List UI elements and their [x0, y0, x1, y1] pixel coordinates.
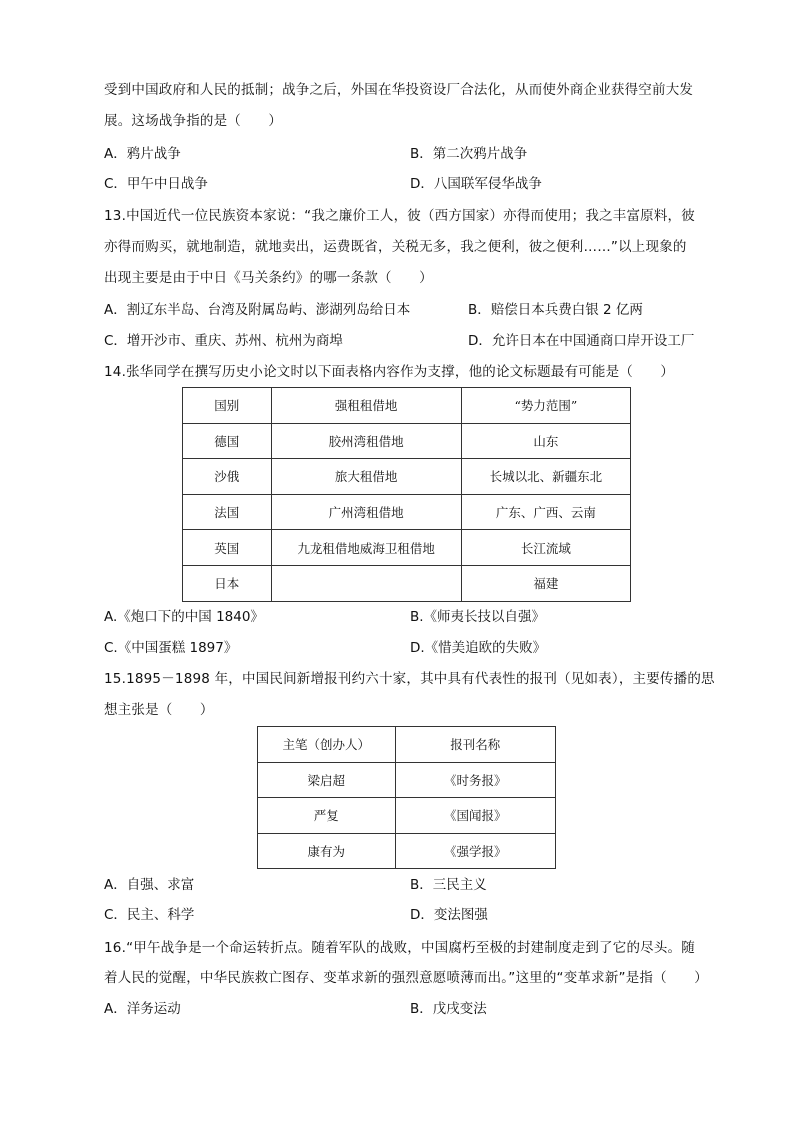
table-cell: 广东、广西、云南 [461, 494, 630, 530]
q16-stem-line1: 16.“甲午战争是一个命运转折点。随着军队的战败，中国腐朽至极的封建制度走到了它的尽头。随 [104, 940, 695, 956]
table-cell: 沙俄 [183, 459, 272, 495]
table-cell: 九龙租借地威海卫租借地 [271, 530, 461, 566]
q15-option-a: A．自强、求富 [104, 877, 195, 893]
table-cell: 胶州湾租借地 [271, 423, 461, 459]
table-cell: 德国 [183, 423, 272, 459]
table-cell: 《国闻报》 [395, 798, 555, 834]
q12-option-b: B．第二次鸦片战争 [410, 146, 528, 162]
table-header-cell: 国别 [183, 388, 272, 424]
q15-stem-line1: 15.1895－1898 年，中国民间新增报刊约六十家，其中具有代表性的报刊（见如表），主要传播的思 [104, 671, 715, 687]
table-cell: 旅大租借地 [271, 459, 461, 495]
q13-stem-line1: 13.中国近代一位民族资本家说：“我之廉价工人，彼（西方国家）亦得而使用；我之丰富原料，彼 [104, 208, 695, 224]
table-cell: 法国 [183, 494, 272, 530]
table-cell: 康有为 [258, 833, 396, 869]
table-cell [271, 565, 461, 601]
table-header-cell: “势力范围” [461, 388, 630, 424]
q14-option-c: C.《中国蛋糕 1897》 [104, 640, 238, 656]
table-row [183, 423, 631, 459]
table-header-row [183, 388, 631, 424]
q12-stem-line1: 受到中国政府和人民的抵制；战争之后，外国在华投资设厂合法化，从而使外商企业获得空前大发 [104, 82, 694, 98]
q14-table [182, 387, 631, 602]
table-cell: 日本 [183, 565, 272, 601]
table-cell: 长城以北、新疆东北 [461, 459, 630, 495]
q14-option-a: A.《炮口下的中国 1840》 [104, 609, 264, 625]
table-cell: 《时务报》 [395, 762, 555, 798]
q12-stem-line2: 展。这场战争指的是（ ） [104, 113, 283, 129]
q13-option-b: B．赔偿日本兵费白银 2 亿两 [468, 302, 643, 318]
q16-option-b: B．戊戌变法 [410, 1001, 487, 1017]
q15-option-d: D．变法图强 [410, 907, 488, 923]
table-cell: 《强学报》 [395, 833, 555, 869]
q15-table [257, 726, 556, 869]
q12-option-d: D．八国联军侵华战争 [410, 176, 542, 192]
q14-stem-line1: 14.张华同学在撰写历史小论文时以下面表格内容作为支撑，他的论文标题最有可能是（ ） [104, 364, 675, 380]
table-row [183, 494, 631, 530]
q14-option-b: B.《师夷长技以自强》 [410, 609, 546, 625]
table-row [183, 530, 631, 566]
table-cell: 广州湾租借地 [271, 494, 461, 530]
table-row [183, 565, 631, 601]
q15-stem-line2: 想主张是（ ） [104, 702, 214, 718]
q14-option-d: D.《惜美追欧的失败》 [410, 640, 547, 656]
q13-stem-line3: 出现主要是由于中日《马关条约》的哪一条款（ ） [104, 270, 433, 286]
table-header-row [258, 727, 556, 763]
table-header-cell: 报刊名称 [395, 727, 555, 763]
q15-option-b: B．三民主义 [410, 877, 487, 893]
table-cell: 福建 [461, 565, 630, 601]
q16-option-a: A．洋务运动 [104, 1001, 181, 1017]
table-cell: 严复 [258, 798, 396, 834]
table-header-cell: 强租租借地 [271, 388, 461, 424]
table-cell: 山东 [461, 423, 630, 459]
q13-stem-line2: 亦得而购买，就地制造，就地卖出，运费既省，关税无多，我之便利，彼之便利……”以上现象的 [104, 239, 687, 255]
table-row [258, 833, 556, 869]
q13-option-d: D．允许日本在中国通商口岸开设工厂 [468, 333, 695, 349]
q16-stem-line2: 着人民的觉醒，中华民族救亡图存、变革求新的强烈意愿喷薄而出。”这里的“变革求新”是指（ ） [104, 970, 708, 986]
table-row [258, 798, 556, 834]
q15-option-c: C．民主、科学 [104, 907, 195, 923]
table-cell: 英国 [183, 530, 272, 566]
table-row [258, 762, 556, 798]
q12-option-c: C．甲午中日战争 [104, 176, 208, 192]
table-row [183, 459, 631, 495]
table-header-cell: 主笔（创办人） [258, 727, 396, 763]
q13-option-c: C．增开沙市、重庆、苏州、杭州为商埠 [104, 333, 343, 349]
q13-option-a: A．割辽东半岛、台湾及附属岛屿、澎湖列岛给日本 [104, 302, 411, 318]
table-cell: 长江流域 [461, 530, 630, 566]
q12-option-a: A．鸦片战争 [104, 146, 181, 162]
table-cell: 梁启超 [258, 762, 396, 798]
